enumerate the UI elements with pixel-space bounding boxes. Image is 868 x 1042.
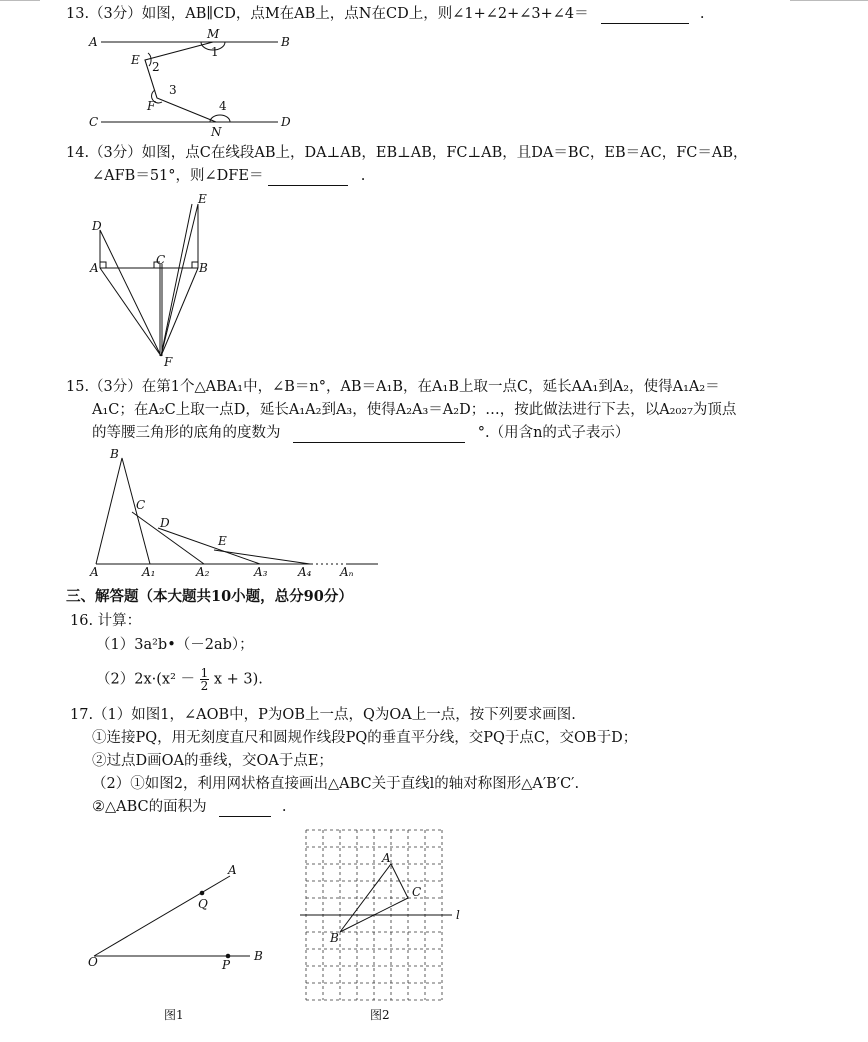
q13-figure (85, 26, 315, 139)
q15-label-A2: A₂ (196, 565, 210, 579)
q15-line3b: °.（用含n的式子表示） (477, 425, 630, 441)
q13-text-line (66, 4, 705, 24)
q14-figure (86, 194, 216, 369)
q14-label-A: A (90, 261, 99, 275)
q14-line2: ∠AFB＝51°，则∠DFE＝ (92, 168, 264, 184)
q15-label-B: B (110, 447, 119, 461)
q13-end: . (699, 6, 705, 22)
q15-answer-blank[interactable] (293, 426, 465, 443)
q16-part2-a: （2）2x·(x² － (96, 671, 195, 688)
q13-label-D: D (281, 115, 291, 129)
fig1-label-B: B (254, 949, 263, 963)
q13-text: 13.（3分）如图，AB∥CD，点M在AB上，点N在CD上，则∠1+∠2+∠3+∠4＝ (66, 6, 589, 22)
q15-figure (86, 448, 386, 578)
q15-label-A4: A₄ (298, 565, 312, 579)
q17-line3: ②过点D画OA的垂线，交OA于点E； (92, 753, 333, 769)
q13-label-A: A (89, 35, 98, 49)
q15-label-D: D (160, 516, 170, 530)
q15-label-A3: A₃ (254, 565, 268, 579)
q13-angle-1: 1 (211, 45, 219, 59)
q15-line3-wrap (92, 423, 629, 443)
q13-label-N: N (211, 125, 222, 139)
q15-line3a: 的等腰三角形的底角的度数为 (92, 425, 281, 441)
q13-label-B: B (281, 35, 290, 49)
q16-frac-den: 2 (200, 679, 209, 693)
section3-heading: 三、解答题（本大题共10小题，总分90分） (66, 588, 353, 605)
q14-label-E: E (198, 192, 207, 206)
q14-label-B: B (199, 261, 208, 275)
q15-line1: 15.（3分）在第1个△ABA₁中，∠B＝n°，AB＝A₁B，在A₁B上取一点C，延长AA₁到A₂，使得A₁A₂＝ (66, 379, 720, 395)
q16-fraction (200, 667, 210, 692)
q16-frac-num: 1 (200, 666, 209, 680)
q13-answer-blank[interactable] (601, 7, 689, 24)
q16-part1: （1）3a²b•（－2ab）； (96, 637, 254, 653)
q15-label-An: Aₙ (340, 565, 354, 579)
q17-line1: 17.（1）如图1，∠AOB中，P为OB上一点，Q为OA上一点，按下列要求画图. (70, 707, 576, 723)
fig1-caption: 图1 (164, 1008, 184, 1022)
q14-label-C: C (156, 253, 166, 267)
q13-label-M: M (207, 27, 220, 41)
q13-angle-3: 3 (169, 83, 177, 97)
q17-line5: ②△ABC的面积为 (92, 799, 207, 815)
q13-label-C: C (89, 115, 99, 129)
q14-end: . (360, 168, 366, 184)
q17-figure2 (296, 826, 476, 1006)
q17-answer-blank[interactable] (219, 800, 271, 817)
q16-part2-b: x + 3). (213, 671, 263, 688)
q15-line2: A₁C；在A₂C上取一点D，延长A₁A₂到A₃，使得A₂A₃＝A₂D；…，按此做法进行下去，以A₂₀₂₇为顶点 (92, 402, 737, 418)
fig2-label-l: l (456, 908, 460, 922)
q16-part2 (96, 667, 263, 692)
q17-line2: ①连接PQ，用无刻度直尺和圆规作线段PQ的垂直平分线，交PQ于点C，交OB于D； (92, 730, 638, 746)
q17-line4: （2）①如图2，利用网状格直接画出△ABC关于直线l的轴对称图形△A′B′C′. (92, 776, 580, 792)
q15-label-A1: A₁ (142, 565, 156, 579)
fig1-label-P: P (222, 958, 231, 972)
fig1-label-O: O (88, 955, 98, 969)
q15-label-E: E (218, 534, 227, 548)
q14-label-F: F (164, 355, 173, 369)
q14-line2-wrap (92, 166, 365, 186)
q16-head: 16. 计算： (70, 613, 142, 629)
q15-label-C: C (136, 498, 146, 512)
q17-figure1 (86, 858, 276, 978)
q14-label-D: D (92, 219, 102, 233)
fig2-label-C: C (412, 885, 422, 899)
q13-angle-4: 4 (219, 99, 227, 113)
q13-angle-2: 2 (152, 60, 160, 74)
q17-line5-end: . (281, 799, 287, 815)
fig1-label-A: A (228, 863, 237, 877)
q14-answer-blank[interactable] (268, 169, 348, 186)
q17-line5-wrap (92, 797, 286, 817)
q13-label-F: F (147, 99, 156, 113)
fig2-label-B: B (330, 931, 339, 945)
q15-label-A: A (90, 565, 99, 579)
fig2-label-A: A (382, 851, 391, 865)
fig2-caption: 图2 (370, 1008, 390, 1022)
fig1-label-Q: Q (198, 897, 208, 911)
q13-label-E: E (131, 53, 140, 67)
q14-line1: 14.（3分）如图，点C在线段AB上，DA⊥AB，EB⊥AB，FC⊥AB，且DA＝BC，EB＝AC，FC＝AB， (66, 145, 748, 161)
page-top-border (0, 0, 868, 2)
